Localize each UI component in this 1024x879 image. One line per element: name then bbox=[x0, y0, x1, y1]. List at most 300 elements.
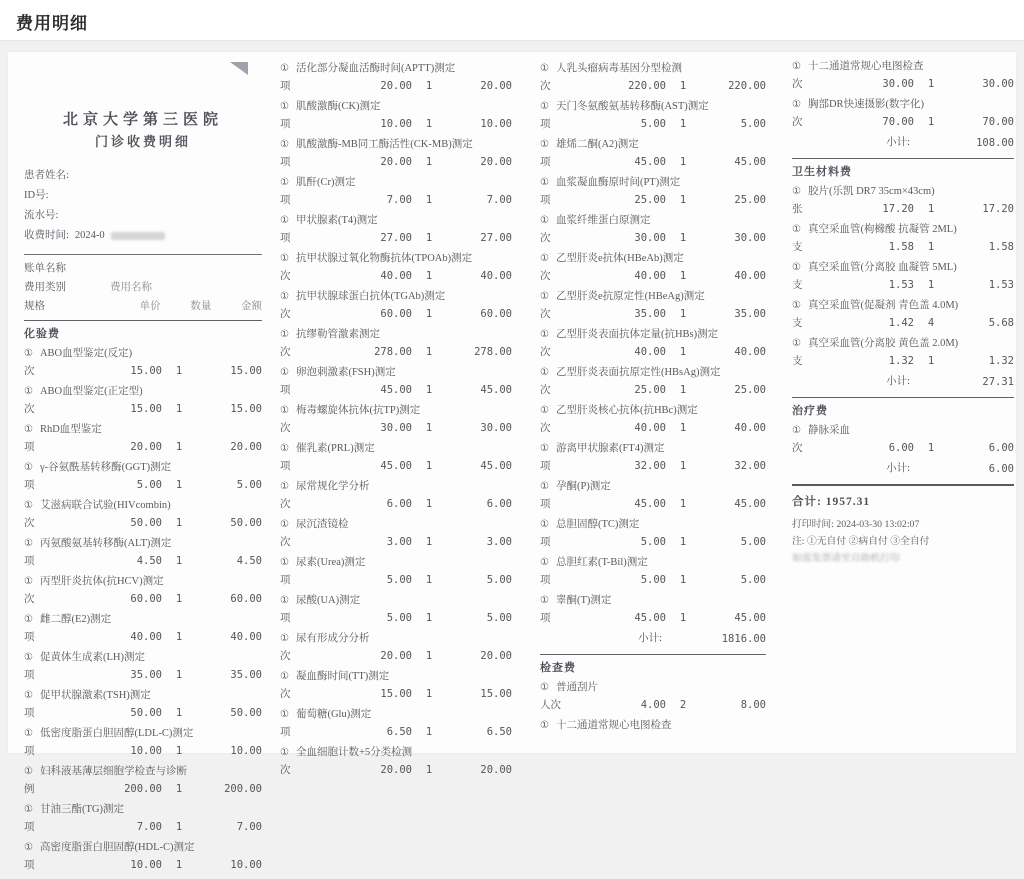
patient-field-value: 2024-0 bbox=[74, 230, 105, 241]
fee-item-values bbox=[24, 441, 262, 454]
fee-item-name bbox=[792, 299, 1014, 312]
fee-amount: 20.00 bbox=[480, 650, 512, 662]
fee-item-values bbox=[540, 346, 766, 359]
fee-item-label: 艾滋病联合试验(HIVcombin) bbox=[39, 500, 171, 511]
fee-item-name bbox=[24, 347, 262, 360]
fee-item-values bbox=[280, 270, 512, 283]
fee-item-label: 真空采血管(分离胶 血凝管 5ML) bbox=[807, 262, 957, 273]
fee-item bbox=[540, 100, 766, 131]
fee-unit: 次 bbox=[280, 347, 291, 358]
fee-item-label: ABO血型鉴定(正定型) bbox=[39, 386, 143, 397]
fee-unit: 项 bbox=[24, 708, 35, 719]
subtotal-row bbox=[792, 375, 1014, 389]
fee-item-name bbox=[540, 518, 766, 531]
fee-item-label: 抗甲状腺过氧化物酶抗体(TPOAb)测定 bbox=[295, 253, 473, 264]
footnote-mark: ① bbox=[540, 215, 549, 226]
subtotal-label: 小计: bbox=[638, 633, 662, 644]
fee-item-values bbox=[24, 783, 262, 796]
fee-item-name bbox=[24, 461, 262, 474]
footnote-mark: ① bbox=[280, 595, 289, 606]
fee-item-label: 真空采血管(分离胶 黄色盖 2.0M) bbox=[807, 338, 959, 349]
fee-unit-price: 15.00 bbox=[130, 403, 162, 415]
subtotal-row bbox=[792, 462, 1014, 476]
fee-amount: 10.00 bbox=[480, 118, 512, 130]
fee-amount: 45.00 bbox=[734, 612, 766, 624]
fee-quantity: 1 bbox=[927, 241, 935, 253]
fee-item bbox=[24, 461, 262, 492]
meta-columns bbox=[110, 297, 262, 316]
patient-field bbox=[24, 166, 262, 186]
fee-unit: 次 bbox=[792, 117, 803, 128]
fee-item-name bbox=[280, 176, 512, 189]
footnote-mark: ① bbox=[24, 614, 33, 625]
fee-item-name bbox=[540, 290, 766, 303]
fee-item bbox=[540, 480, 766, 511]
fee-quantity: 1 bbox=[175, 365, 183, 377]
fee-item-label: ABO血型鉴定(反定) bbox=[39, 348, 133, 359]
fee-unit-price: 60.00 bbox=[380, 308, 412, 320]
fee-unit: 项 bbox=[540, 195, 551, 206]
meta-left-label: 费用类别 bbox=[24, 282, 66, 293]
subtotal-amount: 1816.00 bbox=[721, 633, 766, 645]
fee-unit: 项 bbox=[24, 632, 35, 643]
fee-item bbox=[24, 537, 262, 568]
fee-item-values bbox=[540, 194, 766, 207]
fee-item bbox=[280, 138, 512, 169]
bill-meta-row bbox=[24, 297, 262, 316]
fee-amount: 45.00 bbox=[734, 498, 766, 510]
fee-item-name bbox=[280, 366, 512, 379]
fee-unit-price: 3.00 bbox=[386, 536, 412, 548]
fee-unit-price: 45.00 bbox=[380, 460, 412, 472]
fee-unit: 项 bbox=[24, 822, 35, 833]
fee-unit: 项 bbox=[280, 613, 291, 624]
fee-item bbox=[24, 613, 262, 644]
fee-quantity: 1 bbox=[425, 460, 433, 472]
fee-amount: 20.00 bbox=[230, 441, 262, 453]
fee-item-values bbox=[792, 317, 1014, 330]
patient-field-label: 患者姓名: bbox=[24, 170, 69, 181]
footnote-mark: ① bbox=[540, 329, 549, 340]
fee-unit: 项 bbox=[24, 860, 35, 871]
fee-item-name bbox=[280, 594, 512, 607]
fee-item bbox=[24, 385, 262, 416]
fee-item-label: 血浆凝血酶原时间(PT)测定 bbox=[555, 177, 681, 188]
fee-item-name bbox=[540, 366, 766, 379]
fee-item-name bbox=[280, 214, 512, 227]
fee-unit: 次 bbox=[24, 518, 35, 529]
fee-item-name bbox=[792, 185, 1014, 198]
footnote-mark: ① bbox=[540, 682, 549, 693]
fee-item-name-only bbox=[540, 719, 766, 732]
fee-unit-price: 27.00 bbox=[380, 232, 412, 244]
footnote-mark: ① bbox=[280, 367, 289, 378]
fee-unit: 次 bbox=[24, 404, 35, 415]
fee-item-name bbox=[540, 252, 766, 265]
fee-quantity: 1 bbox=[679, 270, 687, 282]
fee-unit-price: 32.00 bbox=[634, 460, 666, 472]
fee-unit-price: 20.00 bbox=[130, 441, 162, 453]
fee-item bbox=[280, 290, 512, 321]
receipt-column-3 bbox=[540, 52, 766, 739]
fee-quantity: 1 bbox=[679, 80, 687, 92]
fee-amount: 25.00 bbox=[734, 384, 766, 396]
footnote-mark: ① bbox=[280, 747, 289, 758]
fee-unit: 张 bbox=[792, 204, 803, 215]
fee-item bbox=[24, 765, 262, 796]
fee-item-values bbox=[24, 707, 262, 720]
fee-unit-price: 6.50 bbox=[386, 726, 412, 738]
fee-item-name bbox=[540, 681, 766, 694]
fee-item bbox=[792, 299, 1014, 330]
fee-unit: 项 bbox=[280, 575, 291, 586]
fee-item-values bbox=[280, 194, 512, 207]
footnote-mark: ① bbox=[540, 291, 549, 302]
fee-unit: 支 bbox=[792, 242, 803, 253]
fee-item bbox=[792, 337, 1014, 368]
fee-item-label: 甲状腺素(T4)测定 bbox=[295, 215, 378, 226]
fee-item-label: 肌酸激酶-MB同工酶活性(CK-MB)测定 bbox=[295, 139, 473, 150]
fee-quantity: 1 bbox=[175, 707, 183, 719]
fee-item bbox=[280, 556, 512, 587]
patient-field-label: ID号: bbox=[24, 190, 49, 201]
fee-item-values bbox=[280, 346, 512, 359]
fee-item bbox=[540, 138, 766, 169]
fee-item-values bbox=[24, 631, 262, 644]
fee-unit-price: 45.00 bbox=[380, 384, 412, 396]
fee-item bbox=[24, 689, 262, 720]
fee-item bbox=[24, 727, 262, 758]
fee-amount: 5.00 bbox=[486, 612, 512, 624]
fee-item bbox=[540, 594, 766, 625]
fee-item-label: 十二通道常规心电图检查 bbox=[807, 61, 924, 72]
fee-item bbox=[540, 404, 766, 435]
fee-item bbox=[540, 366, 766, 397]
fee-item bbox=[540, 290, 766, 321]
footnote-mark: ① bbox=[540, 481, 549, 492]
fee-quantity: 4 bbox=[927, 317, 935, 329]
fee-item-values bbox=[280, 612, 512, 625]
fee-item-values bbox=[540, 118, 766, 131]
footnote-mark: ① bbox=[24, 652, 33, 663]
fee-item-label: 睾酮(T)测定 bbox=[555, 595, 612, 606]
fee-unit: 项 bbox=[280, 81, 291, 92]
fee-amount: 10.00 bbox=[230, 859, 262, 871]
fee-unit: 次 bbox=[540, 309, 551, 320]
fee-item-name bbox=[792, 261, 1014, 274]
fee-unit-price: 35.00 bbox=[634, 308, 666, 320]
fee-item-name bbox=[792, 223, 1014, 236]
patient-field bbox=[24, 186, 262, 206]
fee-item bbox=[280, 366, 512, 397]
footnote-mark: ① bbox=[280, 481, 289, 492]
fee-quantity: 1 bbox=[425, 536, 433, 548]
fee-quantity: 1 bbox=[679, 308, 687, 320]
fee-unit-price: 7.00 bbox=[386, 194, 412, 206]
fee-item-values bbox=[540, 699, 766, 712]
fee-amount: 5.00 bbox=[236, 479, 262, 491]
subtotal-amount: 6.00 bbox=[988, 463, 1014, 475]
fee-amount: 5.00 bbox=[740, 574, 766, 586]
fee-item-values bbox=[280, 80, 512, 93]
fee-unit: 支 bbox=[792, 356, 803, 367]
fee-item-values bbox=[540, 574, 766, 587]
fee-amount: 40.00 bbox=[480, 270, 512, 282]
fee-unit-price: 5.00 bbox=[640, 574, 666, 586]
fee-item-values bbox=[24, 365, 262, 378]
fee-item-label: 高密度脂蛋白胆固醇(HDL-C)测定 bbox=[39, 842, 195, 853]
fee-quantity: 1 bbox=[927, 78, 935, 90]
fee-item-name bbox=[540, 594, 766, 607]
fee-unit-price: 25.00 bbox=[634, 194, 666, 206]
fee-unit-price: 35.00 bbox=[130, 669, 162, 681]
fee-quantity: 1 bbox=[425, 688, 433, 700]
fee-unit-price: 20.00 bbox=[380, 650, 412, 662]
fee-item-values bbox=[540, 232, 766, 245]
fee-unit: 次 bbox=[280, 423, 291, 434]
footnote-mark: ① bbox=[24, 538, 33, 549]
fee-quantity: 1 bbox=[425, 232, 433, 244]
footnote-mark: ① bbox=[280, 253, 289, 264]
fee-quantity: 1 bbox=[175, 859, 183, 871]
patient-field-label: 流水号: bbox=[24, 210, 59, 221]
footnote-mark: ① bbox=[280, 215, 289, 226]
fee-item bbox=[280, 518, 512, 549]
fee-unit-price: 45.00 bbox=[634, 498, 666, 510]
fee-item bbox=[24, 651, 262, 682]
fee-item bbox=[540, 62, 766, 93]
fee-unit: 支 bbox=[792, 280, 803, 291]
fee-item-values bbox=[792, 355, 1014, 368]
fee-unit-price: 6.00 bbox=[386, 498, 412, 510]
fee-item-name bbox=[792, 337, 1014, 350]
fee-item-values bbox=[280, 156, 512, 169]
fee-unit-price: 60.00 bbox=[130, 593, 162, 605]
fee-item-name bbox=[792, 424, 1014, 437]
fee-unit-price: 17.20 bbox=[882, 203, 914, 215]
fee-item-label: 乙型肝炎核心抗体(抗HBc)测定 bbox=[555, 405, 698, 416]
fee-quantity: 1 bbox=[175, 745, 183, 757]
fee-item-name bbox=[280, 290, 512, 303]
fee-quantity: 1 bbox=[679, 346, 687, 358]
fee-unit: 项 bbox=[540, 119, 551, 130]
fee-item-name bbox=[24, 613, 262, 626]
fee-item-name bbox=[792, 60, 1014, 73]
fee-item-label: 促甲状腺激素(TSH)测定 bbox=[39, 690, 151, 701]
fee-item bbox=[280, 404, 512, 435]
fee-unit-price: 1.58 bbox=[888, 241, 914, 253]
fee-item-label: 妇科液基薄层细胞学检查与诊断 bbox=[39, 766, 187, 777]
footnote-mark: ① bbox=[792, 262, 801, 273]
bill-meta-table bbox=[24, 254, 262, 316]
fee-item-label: 凝血酶时间(TT)测定 bbox=[295, 671, 390, 682]
fee-item-label: 尿常规化学分析 bbox=[295, 481, 370, 492]
fee-unit: 次 bbox=[280, 271, 291, 282]
footnote-mark: ① bbox=[280, 557, 289, 568]
fee-item-values bbox=[280, 574, 512, 587]
fee-item bbox=[540, 252, 766, 283]
fee-quantity: 1 bbox=[425, 726, 433, 738]
receipt-column-1 bbox=[24, 52, 262, 879]
fee-unit: 人次 bbox=[540, 700, 561, 711]
footnote-mark: ① bbox=[24, 804, 33, 815]
meta-right-label: 费用名称 bbox=[110, 282, 152, 293]
fee-item-values bbox=[280, 308, 512, 321]
fee-item-values bbox=[280, 764, 512, 777]
fee-unit: 项 bbox=[280, 157, 291, 168]
fee-item-values bbox=[280, 422, 512, 435]
fee-item-values bbox=[540, 384, 766, 397]
fee-item-name bbox=[540, 62, 766, 75]
fee-item-label: 雄烯二酮(A2)测定 bbox=[555, 139, 639, 150]
fee-amount: 32.00 bbox=[734, 460, 766, 472]
fee-unit-price: 6.00 bbox=[888, 442, 914, 454]
fee-item-values bbox=[280, 232, 512, 245]
footnote-mark: ① bbox=[280, 443, 289, 454]
fee-unit-price: 70.00 bbox=[882, 116, 914, 128]
fee-unit-price: 20.00 bbox=[380, 764, 412, 776]
footnote-mark: ① bbox=[792, 425, 801, 436]
fee-unit: 次 bbox=[540, 423, 551, 434]
fee-item bbox=[280, 176, 512, 207]
footnote-mark: ① bbox=[24, 728, 33, 739]
fee-unit: 项 bbox=[540, 537, 551, 548]
subtotal-label: 小计: bbox=[886, 463, 910, 474]
fee-quantity: 1 bbox=[425, 118, 433, 130]
section-header: 治疗费 bbox=[792, 397, 1014, 424]
fee-item-values bbox=[280, 384, 512, 397]
footnote-mark: ① bbox=[540, 595, 549, 606]
fee-unit-price: 5.00 bbox=[386, 612, 412, 624]
footnote-mark: ① bbox=[280, 139, 289, 150]
fee-quantity: 1 bbox=[425, 612, 433, 624]
fee-item-values bbox=[792, 116, 1014, 129]
illegible-smudge bbox=[111, 232, 165, 240]
fee-amount: 15.00 bbox=[230, 365, 262, 377]
fee-unit-price: 50.00 bbox=[130, 517, 162, 529]
fee-item-name bbox=[540, 176, 766, 189]
footnote-mark: ① bbox=[280, 633, 289, 644]
fee-unit: 项 bbox=[24, 442, 35, 453]
footnote-mark: ① bbox=[540, 443, 549, 454]
fee-item-values bbox=[24, 479, 262, 492]
fee-item-name bbox=[280, 480, 512, 493]
fee-amount: 30.00 bbox=[734, 232, 766, 244]
subtotal-amount: 27.31 bbox=[982, 376, 1014, 388]
fee-unit-price: 15.00 bbox=[380, 688, 412, 700]
fee-quantity: 1 bbox=[425, 270, 433, 282]
fee-amount: 20.00 bbox=[480, 156, 512, 168]
fee-amount: 1.58 bbox=[988, 241, 1014, 253]
fee-item-label: 乙型肝炎e抗原定性(HBeAg)测定 bbox=[555, 291, 705, 302]
fee-quantity: 1 bbox=[679, 156, 687, 168]
fee-item-name bbox=[280, 670, 512, 683]
fee-item-label: 乙型肝炎e抗体(HBeAb)测定 bbox=[555, 253, 684, 264]
fee-item bbox=[280, 670, 512, 701]
fee-item-label: 肌酐(Cr)测定 bbox=[295, 177, 356, 188]
fee-amount: 7.00 bbox=[486, 194, 512, 206]
fee-item-values bbox=[540, 498, 766, 511]
section-header: 检查费 bbox=[540, 654, 766, 681]
fee-quantity: 1 bbox=[425, 764, 433, 776]
fee-unit-price: 10.00 bbox=[130, 745, 162, 757]
fee-unit-price: 30.00 bbox=[380, 422, 412, 434]
footnote-mark: ① bbox=[24, 766, 33, 777]
fee-quantity: 1 bbox=[679, 498, 687, 510]
fee-amount: 60.00 bbox=[480, 308, 512, 320]
fee-amount: 27.00 bbox=[480, 232, 512, 244]
footnote-mark: ① bbox=[540, 101, 549, 112]
fee-unit: 次 bbox=[540, 347, 551, 358]
fee-item-values bbox=[540, 612, 766, 625]
fee-amount: 4.50 bbox=[236, 555, 262, 567]
fee-item-label: 静脉采血 bbox=[807, 425, 850, 436]
fee-amount: 40.00 bbox=[734, 346, 766, 358]
fee-unit: 次 bbox=[280, 499, 291, 510]
fee-item-name bbox=[792, 98, 1014, 111]
fee-amount: 7.00 bbox=[236, 821, 262, 833]
fee-unit-price: 40.00 bbox=[634, 270, 666, 282]
fee-item bbox=[792, 98, 1014, 129]
footnote-mark: ① bbox=[24, 576, 33, 587]
fee-item-values bbox=[24, 669, 262, 682]
fee-item bbox=[280, 480, 512, 511]
fee-quantity: 1 bbox=[679, 384, 687, 396]
fee-item bbox=[280, 708, 512, 739]
fee-unit-price: 20.00 bbox=[380, 156, 412, 168]
fee-unit: 项 bbox=[280, 233, 291, 244]
fee-item-label: 丙型肝炎抗体(抗HCV)测定 bbox=[39, 576, 164, 587]
subtotal-amount: 108.00 bbox=[976, 137, 1014, 149]
meta-col-label: 金额 bbox=[241, 301, 263, 312]
fee-unit: 次 bbox=[24, 594, 35, 605]
fee-item-label: 肌酸激酶(CK)测定 bbox=[295, 101, 381, 112]
fee-item-name bbox=[540, 328, 766, 341]
fee-amount: 220.00 bbox=[728, 80, 766, 92]
fee-item-name bbox=[24, 575, 262, 588]
fee-quantity: 1 bbox=[679, 118, 687, 130]
fee-amount: 35.00 bbox=[230, 669, 262, 681]
fee-item-name bbox=[24, 727, 262, 740]
fee-item-name bbox=[24, 537, 262, 550]
fee-item-values bbox=[280, 650, 512, 663]
fee-quantity: 1 bbox=[175, 517, 183, 529]
fee-unit: 次 bbox=[24, 366, 35, 377]
fee-item-label: 尿沉渣镜检 bbox=[295, 519, 349, 530]
print-time: 打印时间: 2024-03-30 13:02:07 bbox=[792, 519, 920, 530]
fee-unit: 次 bbox=[280, 309, 291, 320]
fee-item-label: 乙型肝炎表面抗原定性(HBsAg)测定 bbox=[555, 367, 721, 378]
payment-note: 注: ①无自付 ②病自付 ③全自付 bbox=[792, 536, 930, 547]
fee-item-label: 活化部分凝血活酶时间(APTT)测定 bbox=[295, 63, 456, 74]
fee-item bbox=[24, 499, 262, 530]
fee-item bbox=[540, 176, 766, 207]
fee-item-values bbox=[24, 517, 262, 530]
fee-unit: 次 bbox=[540, 233, 551, 244]
footnote-mark: ① bbox=[280, 329, 289, 340]
fee-quantity: 2 bbox=[679, 699, 687, 711]
fee-item-name bbox=[24, 499, 262, 512]
fee-item-label: 真空采血管(促凝剂 青色盖 4.0M) bbox=[807, 300, 959, 311]
fee-item-label: 丙氨酸氨基转移酶(ALT)测定 bbox=[39, 538, 172, 549]
fee-quantity: 1 bbox=[425, 498, 433, 510]
fee-item-values bbox=[280, 536, 512, 549]
fee-unit-price: 15.00 bbox=[130, 365, 162, 377]
fee-amount: 50.00 bbox=[230, 707, 262, 719]
fee-quantity: 1 bbox=[425, 156, 433, 168]
fee-item bbox=[792, 261, 1014, 292]
fee-unit-price: 5.00 bbox=[640, 118, 666, 130]
